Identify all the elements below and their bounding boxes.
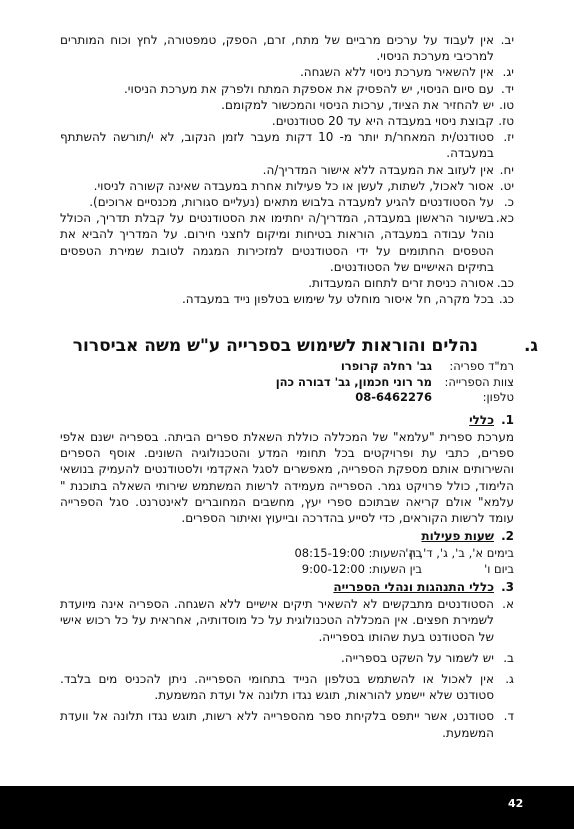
conduct-item-text: הסטודנטים מתבקשים לא להשאיר תיקים אישיים ללא השגחה. הספריה אינה מיועדת לשמירת חפצים. אין המכללה הטכנולוגית על כל מוסדותיה, אחראית על כל רכוש אישי של הסטודנט בעת שהותו בספרייה. bbox=[60, 597, 494, 644]
rule-item bbox=[60, 162, 514, 178]
rule-number: יז. bbox=[503, 130, 514, 145]
general-heading-text: כללי bbox=[469, 413, 494, 427]
hours-row bbox=[60, 545, 514, 561]
library-team-names: מר רוני חכמון, גב' דבורה כהן bbox=[275, 374, 432, 389]
rule-text: עם סיום הניסוי, יש להפסיק את אספקת המתח ולפרק את מערכת הניסוי. bbox=[123, 81, 494, 96]
rule-item bbox=[60, 210, 514, 275]
rule-text: אין לעבוד על ערכים מרביים של מתח, זרם, הספק, טמפטורה, לחץ וכוח המותרים למרכיבי מערכת הניסוי. bbox=[60, 33, 494, 64]
page-number: 42 bbox=[508, 797, 524, 810]
rule-item bbox=[60, 178, 514, 194]
hours-heading-text: שעות פעילות bbox=[421, 529, 494, 544]
phone-number: 08-6462276 bbox=[355, 390, 432, 404]
rule-number: יג. bbox=[502, 65, 514, 80]
hours-days: ביום ו' bbox=[484, 562, 514, 577]
rule-item bbox=[60, 129, 514, 161]
page-footer-bar bbox=[0, 786, 574, 829]
rule-number: טו. bbox=[499, 97, 514, 112]
conduct-item-letter: א. bbox=[502, 597, 514, 612]
hours-time: בין השעות: 9:00-12:00 bbox=[301, 562, 422, 577]
conduct-heading-text: כללי התנהגות ונהלי הספרייה bbox=[333, 580, 494, 595]
rule-item bbox=[60, 113, 514, 129]
general-number: 1. bbox=[501, 413, 514, 427]
conduct-item-letter: ב. bbox=[503, 650, 514, 665]
rule-text: אסורה כניסת זרים לתחום המעבדות. bbox=[308, 276, 494, 291]
conduct-item bbox=[60, 708, 514, 740]
hours-number: 2. bbox=[501, 529, 514, 544]
conduct-item-text: אין לאכול או להשתמש בטלפון הנייד בתחומי הספרייה. ניתן להכניס מים בלבד. סטודנט שלא יישמע להוראות, תוגש נגדו תלונה אל ועדת המשמעת. bbox=[60, 672, 494, 703]
rule-text: קבוצת ניסוי במעבדה היא עד 20 סטודנטים. bbox=[271, 114, 494, 129]
rule-text: בכל מקרה, חל איסור מוחלט על שימוש בטלפון נייד במעבדה. bbox=[181, 292, 494, 307]
section-title: נהלים והוראות לשימוש בספרייה ע"ש משה אביסרור bbox=[72, 336, 478, 356]
rule-text: על הסטודנטים להגיע למעבדה בלבוש מתאים (נעליים סגורות, מכנסיים ארוכים). bbox=[89, 195, 494, 210]
library-team-label: צוות הספרייה: bbox=[444, 374, 514, 389]
general-heading bbox=[60, 412, 514, 429]
lab-rules-list bbox=[60, 32, 514, 307]
section-heading bbox=[60, 336, 538, 358]
hours-row bbox=[60, 561, 514, 577]
rule-item bbox=[60, 194, 514, 210]
head-librarian-label: רמ"ד ספריה: bbox=[449, 359, 514, 373]
rule-number: יד. bbox=[500, 81, 514, 96]
head-librarian-row bbox=[60, 359, 514, 375]
rule-number: כ. bbox=[503, 195, 514, 210]
rule-number: יט. bbox=[499, 178, 514, 193]
head-librarian-name: גב' רחלה קרופרו bbox=[340, 359, 432, 373]
rule-item bbox=[60, 291, 514, 307]
rule-number: יב. bbox=[500, 33, 514, 47]
rule-text: אין להשאיר מערכת ניסוי ללא השגחה. bbox=[299, 65, 494, 80]
library-sections bbox=[60, 412, 514, 746]
library-staff-info bbox=[60, 359, 514, 406]
conduct-item bbox=[60, 671, 514, 703]
rule-text: סטודנט/ית המאחר/ת יותר מ- 10 דקות מעבר לזמן הנקוב, לא י/תורשה להשתתף במעבדה. bbox=[60, 130, 494, 161]
rule-number: כא. bbox=[495, 211, 514, 226]
phone-label: טלפון: bbox=[482, 390, 514, 404]
rule-text: אסור לאכול, לשתות, לעשן או כל פעילות אחרת במעבדה שאינה קשורה לניסוי. bbox=[93, 178, 494, 193]
conduct-item bbox=[60, 650, 514, 666]
rule-number: יח. bbox=[499, 162, 514, 177]
rule-item bbox=[60, 81, 514, 97]
hours-time: בין השעות: 08:15-19:00 bbox=[294, 546, 422, 561]
conduct-item-text: יש לשמור על השקט בספרייה. bbox=[341, 650, 494, 665]
rule-item bbox=[60, 64, 514, 80]
conduct-number: 3. bbox=[501, 580, 514, 595]
conduct-item-text: סטודנט, אשר ייתפס בלקיחת ספר מהספרייה ללא רשות, תוגש נגדו תלונה אל וועדת המשמעת. bbox=[60, 709, 494, 740]
conduct-item bbox=[60, 596, 514, 645]
phone-row bbox=[60, 390, 514, 406]
conduct-item-letter: ג. bbox=[505, 672, 514, 687]
rule-text: אין לעזוב את המעבדה ללא אישור המדריך/ה. bbox=[262, 162, 494, 177]
rule-text: יש להחזיר את הציוד, ערכות הניסוי והמכשור למקומם. bbox=[221, 97, 494, 112]
rule-item bbox=[60, 97, 514, 113]
rule-number: כג. bbox=[498, 292, 514, 307]
conduct-item-letter: ד. bbox=[503, 709, 514, 724]
rule-text: בשיעור הראשון במעבדה, המדריך/ה יחתימו את הסטודנטים על קבלת תדריך, הכולל נוהל עבודה במעבדה, הוראות בטיחות ומיקום לחצני חירום. על המדריך להביא את הטפסים החתומים על ידי הסטודנטים למזכירות המגמה לטובת שמירת הטפסים בתיקים האישיים של הסטודנטים. bbox=[60, 211, 494, 274]
conduct-heading bbox=[60, 579, 514, 596]
rule-item bbox=[60, 275, 514, 291]
section-letter: ג. bbox=[523, 336, 538, 356]
library-team-row bbox=[60, 375, 514, 391]
hours-days: בימים א', ב', ג', ד', ה' bbox=[405, 546, 514, 561]
general-paragraph: מערכת ספרית "עלמא" של המכללה כוללת השאלת ספרים הביתה. בספריה ישנם אלפי ספרים, כתבי עת ופרויקטים בכל תחומי המדע והטכנולוגיה השונים. אוסף הספרים והשירותים אותם מספקת הספרייה, מאפשרים לסגל האקדמי ולסטודנטים להעמיק בנושאי הלימוד, כולל פרויקט גמר. הספרייה מעמידה לרשות המשתמש שירותי השאלה בתוכנת " עלמא" אולם קריאה שבתוכם ספרי יעץ, מחשבים המחוברים לאינטרנט. סגל הספרייה עומד לרשות הקוראים, כדי לסייע בהדרכה ובייעוץ ואיתור הספרים. bbox=[60, 430, 514, 526]
hours-heading bbox=[60, 528, 514, 545]
rule-number: טז. bbox=[498, 114, 514, 129]
rule-number: כב. bbox=[496, 276, 514, 291]
rule-item bbox=[60, 32, 514, 64]
